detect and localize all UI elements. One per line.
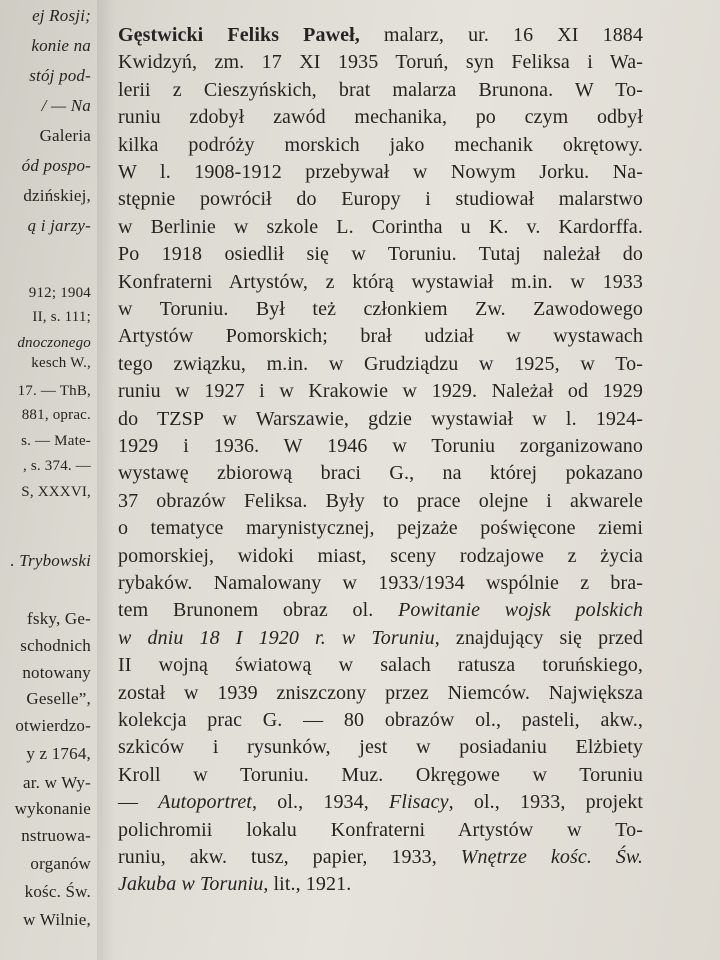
entry-line (118, 680, 643, 706)
entry-line (118, 515, 643, 541)
entry-text: runiu zdobył zawód mechanika, po czym odbył (118, 106, 643, 128)
entry-line (118, 597, 643, 623)
entry-line (118, 214, 643, 240)
entry-line (118, 625, 643, 651)
entry-text: stępnie powrócił do Europy i studiował malarstwo (118, 188, 643, 210)
left-column-line: 881, oprac. (21, 407, 91, 423)
entry-line (118, 269, 643, 295)
artwork-title: Powitanie wojsk polskich (398, 599, 643, 621)
left-column-line: ą i jarzy- (27, 216, 91, 235)
left-column-line: kesch W., (31, 355, 91, 371)
entry-text: Kwidzyń, zm. 17 XI 1935 Toruń, syn Feliksa i Wa- (118, 51, 643, 73)
left-column-line: kośc. Św. (24, 882, 91, 901)
left-column-line: . Trybowski (10, 551, 91, 570)
entry-line (118, 707, 643, 733)
entry-text: , lit., 1921. (263, 873, 352, 895)
left-column-line: Geselle”, (26, 689, 91, 708)
left-column-line: ej Rosji; (32, 6, 91, 25)
artwork-title: Jakuba w Toruniu (118, 873, 264, 895)
left-column-line: Galeria (39, 126, 91, 145)
entry-line (118, 488, 643, 514)
entry-text: Kroll w Toruniu. Muz. Okręgowe w Toruniu (118, 764, 643, 786)
entry-text: tem Brunonem obraz ol. (118, 599, 399, 621)
entry-text: tego związku, m.in. w Grudziądzu w 1925, w To- (118, 353, 643, 375)
entry-text: został w 1939 zniszczony przez Niemców. Największa (118, 682, 643, 704)
left-column-line: , s. 374. — (22, 458, 91, 474)
entry-text: szkiców i rysunków, jest w posiadaniu Elżbiety (118, 736, 643, 758)
left-column-line: ar. w Wy- (23, 773, 91, 792)
left-column-line: II, s. 111; (32, 309, 91, 325)
left-column-line: s. — Mate- (21, 433, 91, 449)
left-column-fragment (0, 0, 97, 960)
entry-text: Po 1918 osiedlił się w Toruniu. Tutaj należał do (118, 243, 643, 265)
entry-text: W l. 1908-1912 przebywał w Nowym Jorku. Na- (118, 161, 643, 183)
entry-line (118, 460, 643, 486)
entry-text: pomorskiej, widoki miast, sceny rodzajowe z życia (118, 545, 643, 567)
entry-text: w Toruniu. Był też członkiem Zw. Zawodowego (118, 298, 643, 320)
left-column-line: dnoczonego (17, 335, 91, 351)
left-column-line: schodnich (20, 636, 91, 655)
entry-line (118, 406, 643, 432)
entry-text: II wojną światową w salach ratusza toruńskiego, (118, 654, 643, 676)
left-column-line: organów (30, 854, 91, 873)
left-column-line: / — Na (41, 96, 91, 115)
entry-text: , ol., 1933, projekt (448, 791, 643, 813)
entry-line (118, 734, 643, 760)
entry-line (118, 844, 643, 870)
entry-text: do TZSP w Warszawie, gdzie wystawiał w l. 1924- (118, 408, 643, 430)
entry-text: kilka podróży morskich jako mechanik okrętowy. (118, 134, 643, 156)
entry-line (118, 871, 643, 897)
left-column-line: 912; 1904 (28, 285, 91, 301)
entry-heading: Gęstwicki Feliks Paweł, (118, 24, 360, 46)
entry-line (118, 186, 643, 212)
biography-entry (118, 0, 648, 960)
artwork-title: w dniu 18 I 1920 r. w Toruniu (118, 627, 435, 649)
left-column-line: S, XXXVI, (21, 484, 91, 500)
entry-text: o tematyce marynistycznej, pejzaże poświęcone ziemi (118, 517, 643, 539)
entry-line (118, 570, 643, 596)
left-column-line: nstruowa- (21, 826, 91, 845)
entry-text: runiu w 1927 i w Krakowie w 1929. Należał od 1929 (118, 380, 643, 402)
entry-line (118, 433, 643, 459)
entry-text: , znajdujący się przed (434, 627, 644, 649)
left-column-line: fsky, Ge- (27, 609, 91, 628)
entry-text: polichromii lokalu Konfraterni Artystów w To- (118, 819, 643, 841)
entry-line (118, 104, 643, 130)
artwork-title: Flisacy (389, 791, 449, 813)
entry-text: lerii z Cieszyńskich, brat malarza Brunona. W To- (118, 79, 643, 101)
left-column-line: ód pospo- (21, 156, 91, 175)
left-column-line: y z 1764, (26, 744, 91, 763)
entry-text: 1929 i 1936. W 1946 w Toruniu zorganizowano (118, 435, 643, 457)
left-column-line: konie na (31, 36, 91, 55)
column-gutter (97, 0, 115, 960)
left-column-line: w Wilnie, (23, 910, 91, 929)
entry-line (118, 378, 643, 404)
entry-text: kolekcja prac G. — 80 obrazów ol., pasteli, akw., (118, 709, 643, 731)
entry-text: Konfraterni Artystów, z którą wystawiał m.in. w 1933 (118, 271, 643, 293)
entry-line (118, 762, 643, 788)
entry-line (118, 49, 643, 75)
left-column-line: dzińskiej, (23, 186, 91, 205)
entry-line (118, 77, 643, 103)
entry-line (118, 132, 643, 158)
entry-line (118, 789, 643, 815)
entry-text: malarz, ur. 16 XI 1884 (359, 24, 643, 46)
entry-line (118, 323, 643, 349)
entry-text: rybaków. Namalowany w 1933/1934 wspólnie z bra- (118, 572, 643, 594)
left-column-line: wykonanie (14, 799, 91, 818)
entry-text: — (118, 791, 159, 813)
entry-line (118, 652, 643, 678)
artwork-title: Wnętrze kośc. Św. (460, 846, 643, 868)
artwork-title: Autoportret (158, 791, 252, 813)
left-column-line: stój pod- (29, 66, 91, 85)
entry-line (118, 543, 643, 569)
entry-line (118, 296, 643, 322)
entry-line (118, 241, 643, 267)
left-column-line: notowany (22, 663, 91, 682)
entry-line (118, 159, 643, 185)
entry-text: 37 obrazów Feliksa. Były to prace olejne i akwarele (118, 490, 643, 512)
entry-text: w Berlinie w szkole L. Corintha u K. v. Kardorffa. (118, 216, 643, 238)
entry-line (118, 22, 643, 48)
entry-line (118, 351, 643, 377)
entry-text: wystawę zbiorową braci G., na której pokazano (118, 462, 643, 484)
entry-text: Artystów Pomorskich; brał udział w wystawach (118, 325, 643, 347)
entry-text: runiu, akw. tusz, papier, 1933, (118, 846, 461, 868)
entry-text: , ol., 1934, (251, 791, 390, 813)
left-column-line: 17. — ThB, (17, 383, 91, 399)
left-column-line: otwierdzo- (15, 716, 91, 735)
entry-line (118, 817, 643, 843)
